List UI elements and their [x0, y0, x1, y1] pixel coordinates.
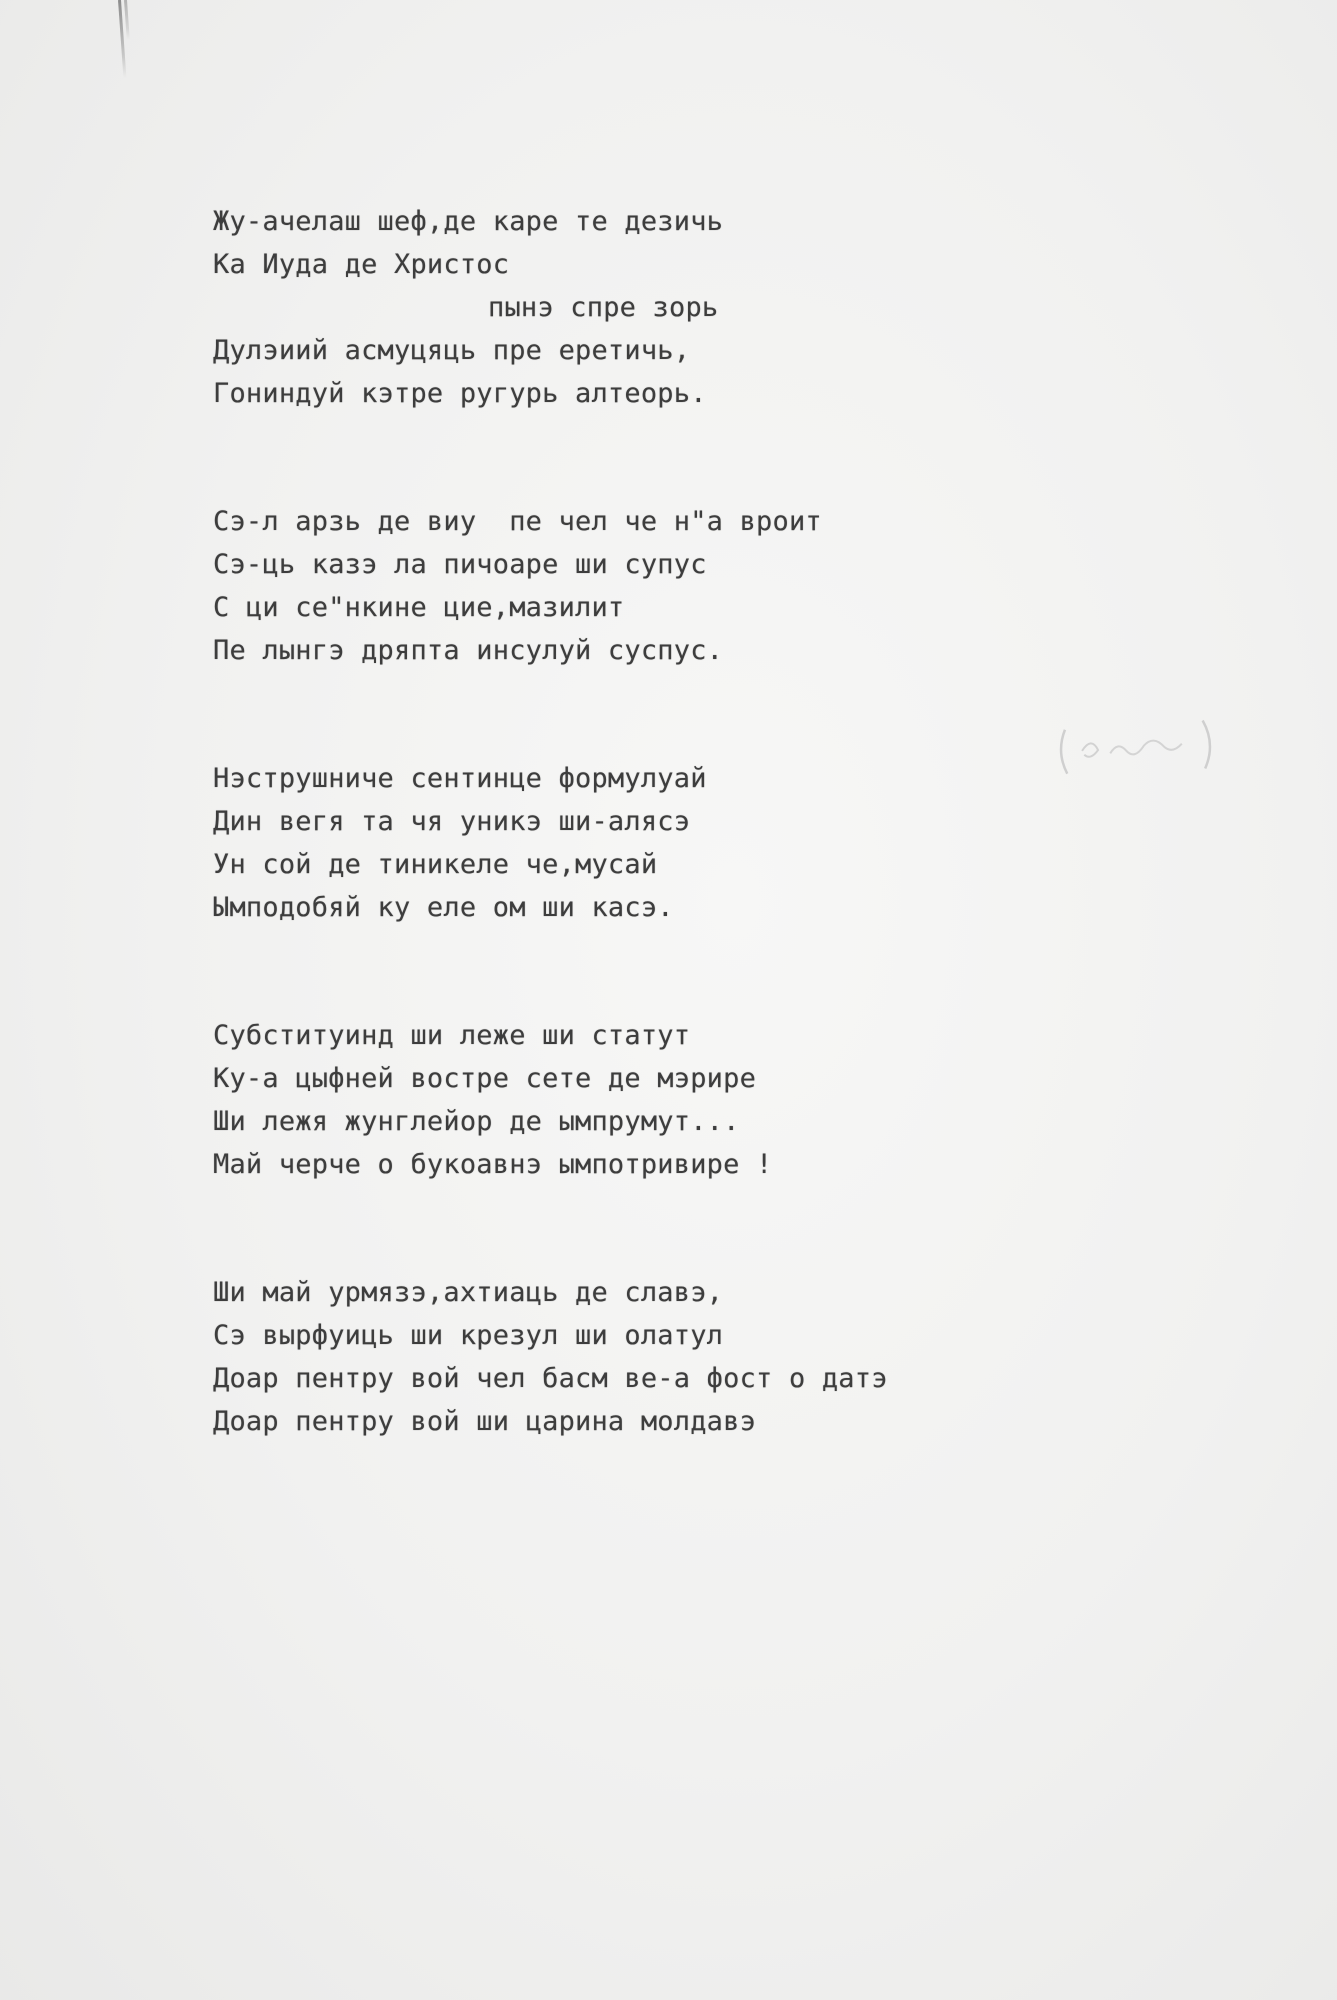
poem-line: Ка Иуда де Христос: [213, 249, 510, 280]
poem-line: Доар пентру вой ши царина молдавэ: [213, 1406, 757, 1437]
poem-line: Ку-а цыфней востре сете де мэрире: [213, 1063, 757, 1094]
faint-handwritten-mark: [1051, 714, 1224, 783]
poem-line: Сэ-л арзь де виу пе чел че н"а вроит: [213, 506, 822, 537]
poem-line: Доар пентру вой чел басм ве-а фост о датэ: [213, 1363, 888, 1394]
poem-line: Дулэиий асмуцяць пре еретичь,: [213, 335, 691, 366]
poem-line-indented: пынэ спре зорь: [488, 292, 719, 323]
poem-line: Сэ-ць казэ ла пичоаре ши супус: [213, 549, 707, 580]
poem-line: Ун сой де тиникеле че,мусай: [213, 849, 658, 880]
poem-line: Гониндуй кэтре ругурь алтеорь.: [213, 378, 707, 409]
poem-body: [213, 200, 1213, 1528]
poem-line: Ши май урмязэ,ахтиаць де славэ,: [213, 1277, 724, 1308]
poem-line: Ымподобяй ку еле ом ши касэ.: [213, 892, 674, 923]
poem-line: Нэструшниче сентинце формулуай: [213, 763, 707, 794]
poem-line: Пе лынгэ дряпта инсулуй суспус.: [213, 635, 724, 666]
poem-line: Дин вегя та чя уникэ ши-аляcэ: [213, 806, 691, 837]
poem-line: Май черче о букоавнэ ымпотривире !: [213, 1149, 773, 1180]
stanza-2: [213, 500, 1213, 672]
poem-line: Ши лежя жунглейор де ымпрумут...: [213, 1106, 740, 1137]
poem-line: Субституинд ши леже ши статут: [213, 1020, 691, 1051]
poem-line: С ци се"нкине цие,мазилит: [213, 592, 625, 623]
paper-crease-mark: [124, 0, 130, 40]
stanza-4: [213, 1014, 1213, 1186]
stanza-1: [213, 200, 1213, 415]
poem-line: Сэ вырфуиць ши крезул ши олатул: [213, 1320, 724, 1351]
stanza-3: [213, 757, 1213, 929]
stanza-5: [213, 1271, 1213, 1443]
poem-line: Жу-ачелаш шеф,де каре те дезичь: [213, 206, 724, 237]
